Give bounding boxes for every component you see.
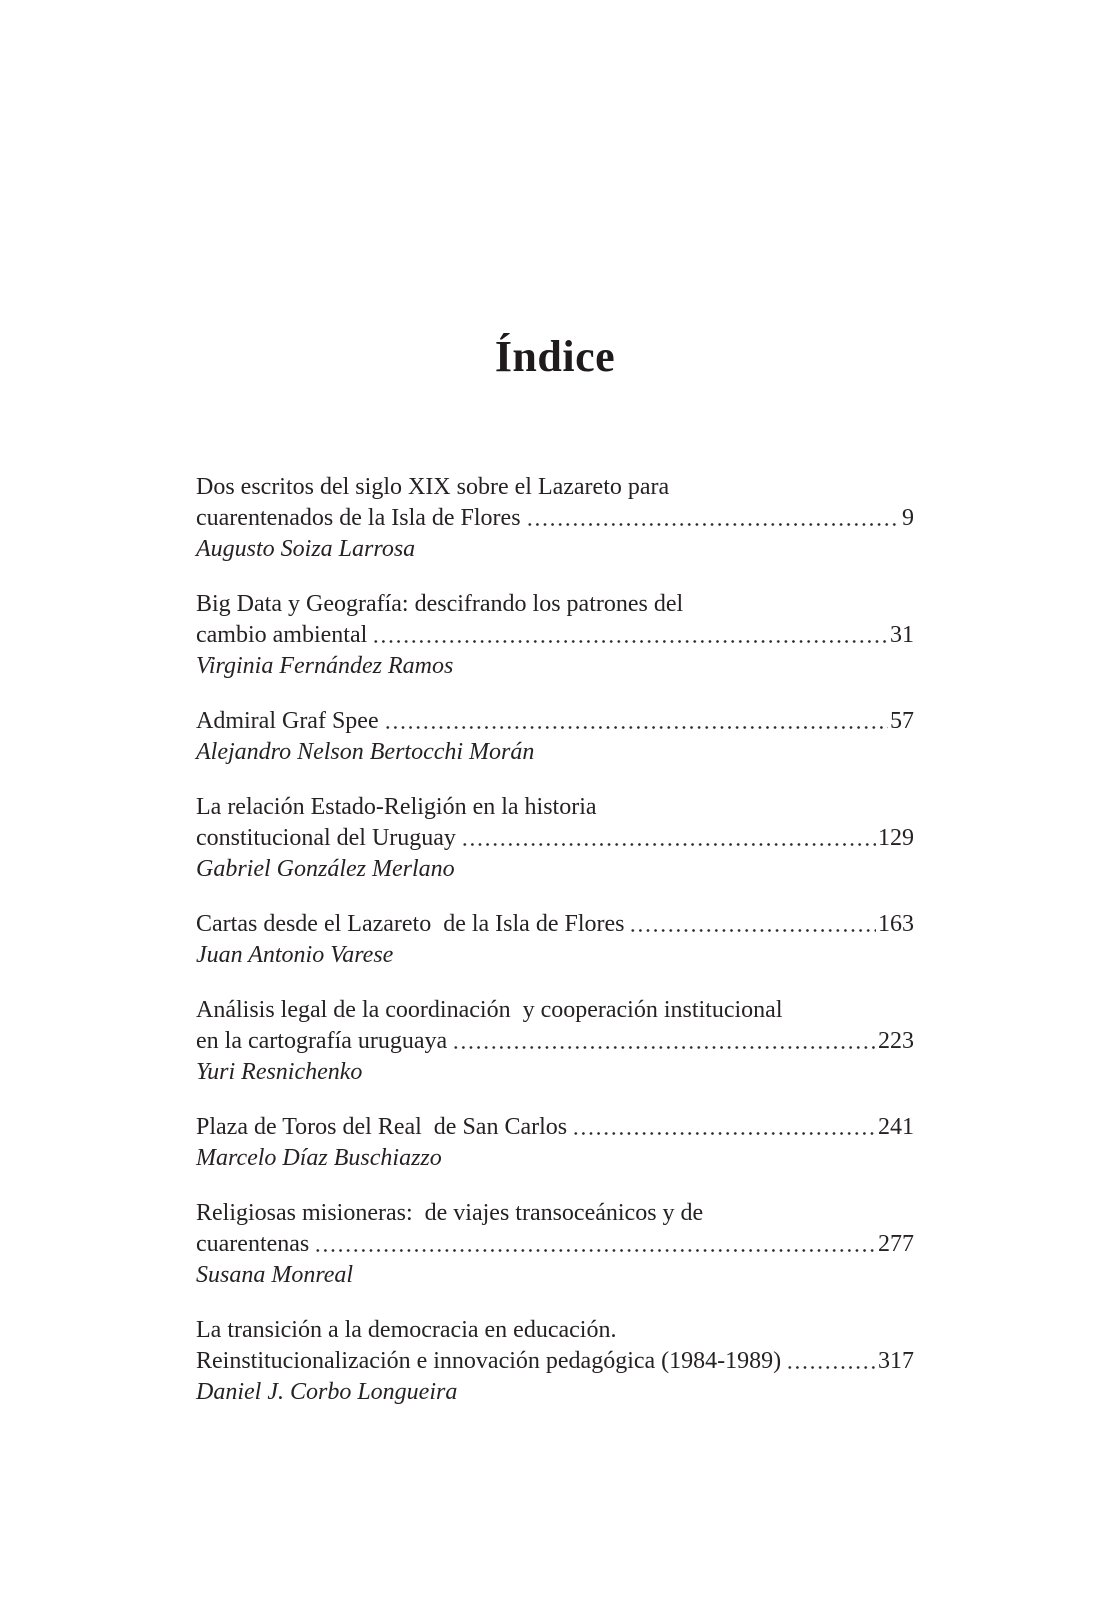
entry-author: Daniel J. Corbo Longueira [196,1379,458,1405]
entry-leader-row [196,503,914,534]
entry-pre-lines [196,1198,914,1229]
entry-title-text: constitucional del Uruguay [196,825,456,851]
entry-author: Yuri Resnichenko [196,1059,363,1085]
entry-leader-row [196,823,914,854]
entry-author: Gabriel González Merlano [196,856,455,882]
entry-leader-row [196,706,914,737]
entry-title-text: Plaza de Toros del Real de San Carlos [196,1114,568,1140]
toc-content [196,0,914,1432]
toc-entry [196,1112,914,1174]
dot-leader [372,639,888,644]
toc-entry [196,995,914,1088]
dot-leader [384,725,888,730]
entry-title-line: Dos escritos del siglo XIX sobre el Lazareto para [196,474,670,500]
entry-pre-lines [196,792,914,823]
entry-leader-row [196,909,914,940]
toc-entry [196,472,914,565]
toc-entry [196,706,914,768]
entry-title-line: Religiosas misioneras: de viajes transoceánicos y de [196,1200,704,1226]
entry-title-text: Reinstitucionalización e innovación pedagógica (1984-1989) [196,1348,782,1374]
entry-title-text: Cartas desde el Lazareto de la Isla de Flores [196,911,625,937]
dot-leader [452,1045,876,1050]
entry-title-line: La relación Estado-Religión en la historia [196,794,597,820]
dot-leader [526,522,900,527]
entry-page-number: 163 [878,911,914,937]
entry-leader-row [196,620,914,651]
entry-leader-row [196,1346,914,1377]
dot-leader [314,1248,876,1253]
entry-page-number: 317 [878,1348,914,1374]
entry-title-line: Análisis legal de la coordinación y cooperación institucional [196,997,783,1023]
entry-page-number: 57 [890,708,914,734]
entry-author: Marcelo Díaz Buschiazzo [196,1145,442,1171]
dot-leader [786,1365,876,1370]
page-title: Índice [494,332,616,381]
entry-page-number: 9 [902,505,914,531]
entry-title-line: La transición a la democracia en educación. [196,1317,617,1343]
entry-page-number: 223 [878,1028,914,1054]
entry-author: Susana Monreal [196,1262,354,1288]
entry-title-text: cuarentenas [196,1231,310,1257]
entry-page-number: 129 [878,825,914,851]
entry-title-text: Admiral Graf Spee [196,708,379,734]
toc-entry [196,792,914,885]
toc-entries [196,472,914,1408]
entry-author: Virginia Fernández Ramos [196,653,454,679]
entry-title-text: en la cartografía uruguaya [196,1028,448,1054]
dot-leader [629,928,876,933]
entry-title-line: Big Data y Geografía: descifrando los patrones del [196,591,684,617]
entry-pre-lines [196,1315,914,1346]
entry-author: Juan Antonio Varese [196,942,394,968]
entry-pre-lines [196,472,914,503]
entry-page-number: 241 [878,1114,914,1140]
toc-entry [196,909,914,971]
entry-leader-row [196,1229,914,1260]
entry-page-number: 31 [890,622,914,648]
toc-entry [196,1198,914,1291]
entry-author: Alejandro Nelson Bertocchi Morán [196,739,535,765]
dot-leader [572,1131,876,1136]
toc-entry [196,589,914,682]
entry-pre-lines [196,995,914,1026]
toc-entry [196,1315,914,1408]
entry-title-text: cambio ambiental [196,622,368,648]
entry-title-text: cuarentenados de la Isla de Flores [196,505,521,531]
entry-pre-lines [196,589,914,620]
entry-leader-row [196,1026,914,1057]
entry-author: Augusto Soiza Larrosa [196,536,416,562]
entry-page-number: 277 [878,1231,914,1257]
entry-leader-row [196,1112,914,1143]
dot-leader [461,842,876,847]
